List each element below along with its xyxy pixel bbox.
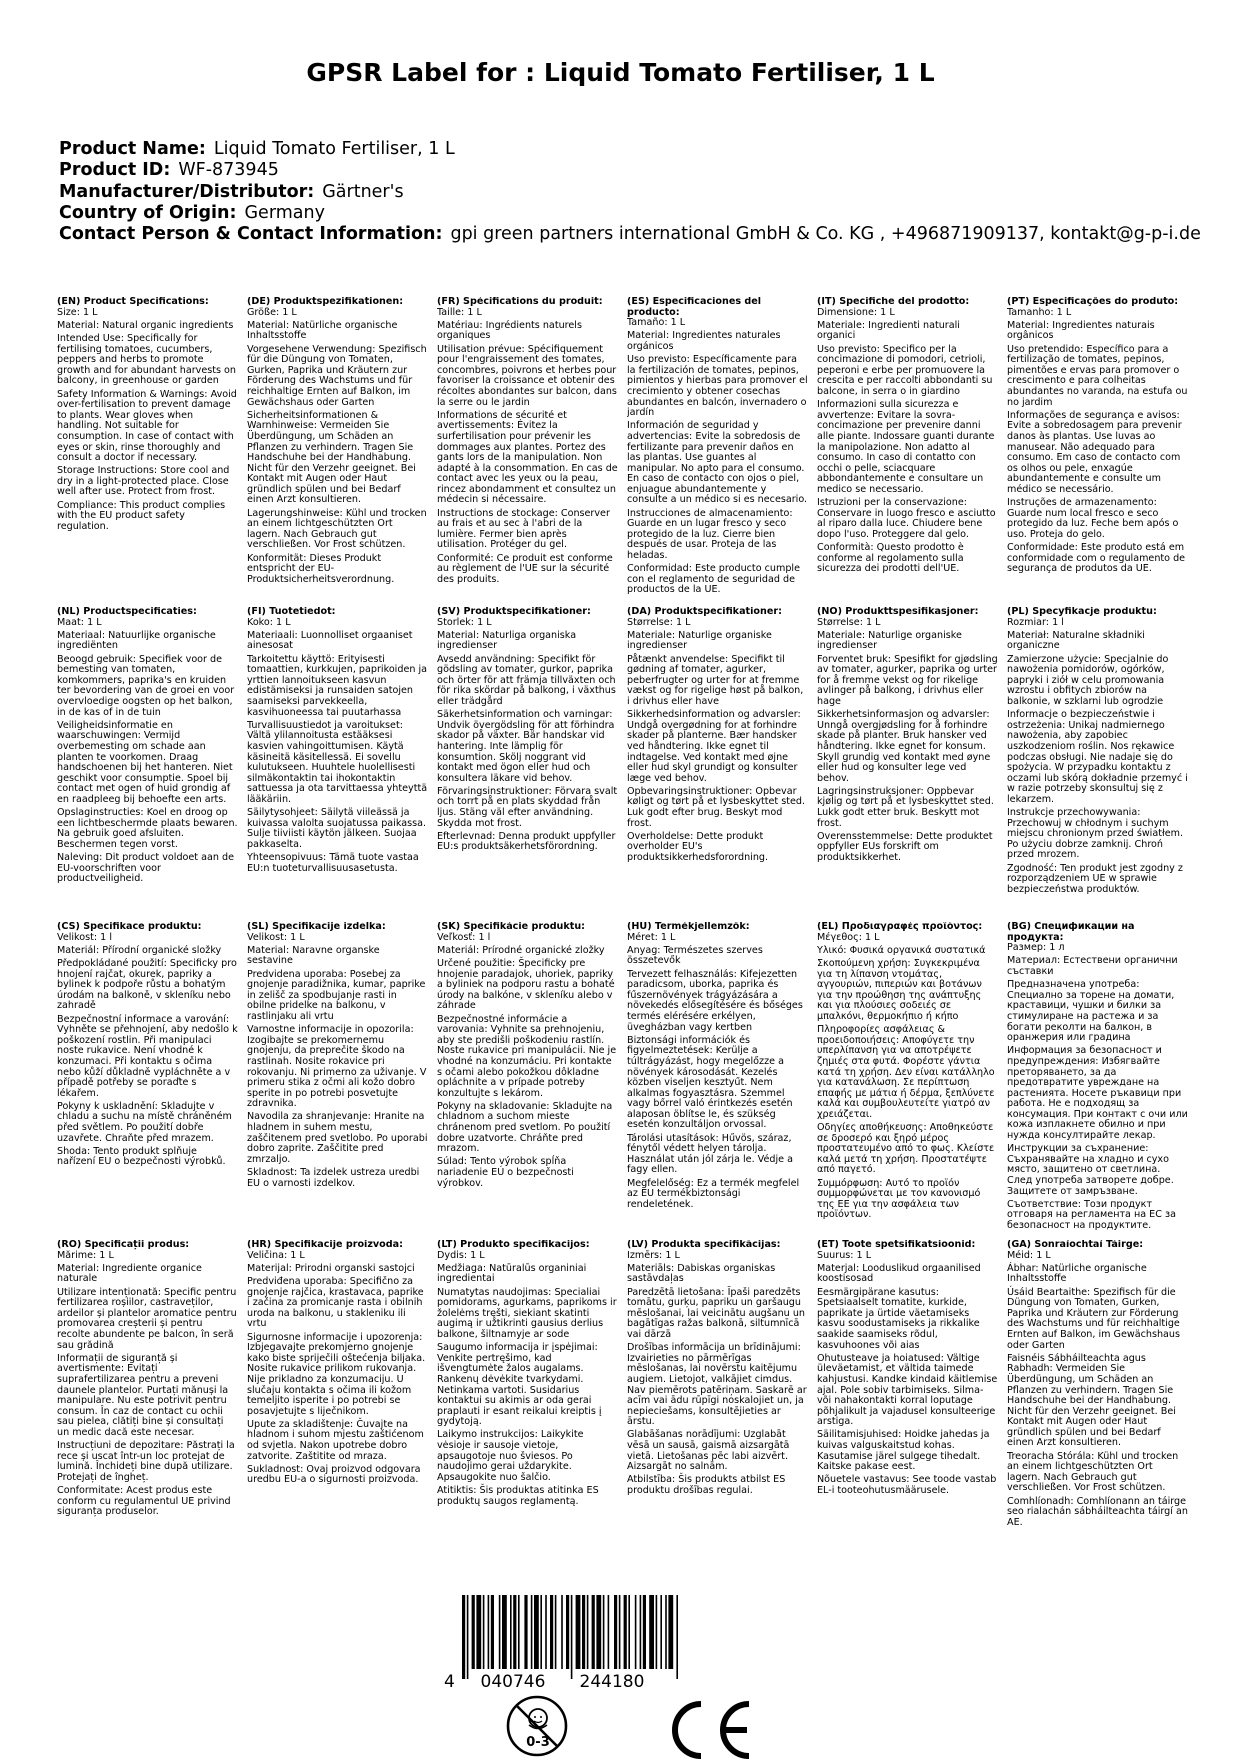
- spec-paragraph: Säilytysohjeet: Säilytä viileässä ja kuivassa valolta suojatussa paikassa. Sulje tiiviisti käytön jälkeen. Suojaa pakkaselta.: [247, 807, 427, 850]
- spec-paragraph: Sukladnost: Ovaj proizvod odgovara uredbu EU-a o sigurnosti proizvoda.: [247, 1463, 421, 1486]
- spec-paragraph: Anyag: Természetes szerves összetevők: [627, 944, 763, 967]
- spec-heading: (ES) Especificaciones del producto:: [627, 297, 762, 318]
- spec-paragraph: Size: 1 L: [57, 306, 98, 318]
- spec-section-pt: [1007, 297, 1197, 607]
- spec-paragraph: Určené použitie: Špecificky pre hnojenie paradajok, uhoriek, papriky a byliniek na podporu rastu a bohaté úrody na balkóne, v skleníku alebo v záhrade: [437, 957, 615, 1012]
- spec-paragraph: Drošības informācija un brīdinājumi: Izvairieties no pārmērīgas mēslošanas, lai novērstu kaitējumu augiem. Lietojot, valkājiet cimdus. Nav piemērots patēriņam. Saskarē ar acīm vai ādu rūpīgi noskalojiet un, ja nepieciešams, konsultējieties ar ārstu.: [627, 1342, 807, 1428]
- specification-grid: [57, 297, 1197, 1540]
- spec-paragraph: Treoracha Stórála: Kühl und trocken an einem lichtgeschützten Ort lagern. Nach Gebrauch gut verschließen. Vor Frost schützen.: [1007, 1450, 1179, 1494]
- spec-paragraph: Faisnéis Sábháilteachta agus Rabhadh: Vermeiden Sie Überdüngung, um Schäden an Pflanzen zu verhindern. Tragen Sie Handschuhe bei der Handhabung. Nicht für den Verzehr geeignet. Bei Kontakt mit Augen oder Haut gründlich spülen und bei Bedarf einen Arzt konsultieren.: [1007, 1352, 1176, 1449]
- spec-paragraph: Conformidade: Este produto está em conformidade com o regulamento de segurança de produtos da UE.: [1007, 542, 1186, 575]
- spec-paragraph: Súlad: Tento výrobok spĺňa nariadenie EÚ o bezpečnosti výrobkov.: [437, 1156, 574, 1189]
- spec-paragraph: Materiale: Naturlige organiske ingredienser: [627, 629, 772, 652]
- not-suitable-for-children-0-3-icon: [505, 1694, 569, 1758]
- spec-paragraph: Tamanho: 1 L: [1007, 306, 1072, 318]
- page-title: GPSR Label for : Liquid Tomato Fertiliser, 1 L: [306, 58, 935, 87]
- spec-paragraph: Yhteensopivuus: Tämä tuote vastaa EU:n tuoteturvallisuusasetusta.: [247, 852, 419, 874]
- spec-paragraph: Material: Natürliche organische Inhaltsstoffe: [247, 319, 398, 342]
- spec-paragraph: Lagringsinstruksjoner: Oppbevar kjølig og tørt på et lysbeskyttet sted. Lukk godt etter bruk. Beskytt mot frost.: [817, 785, 994, 829]
- spec-paragraph: Conformità: Questo prodotto è conforme al regolamento sulla sicurezza dei prodotti dell'UE.: [817, 542, 964, 575]
- spec-paragraph: Предназначена употреба: Специално за торене на домати, краставици, чушки и билки за стимулиране на растежа и за богати реколти на балкон, в оранжерия или градина: [1007, 979, 1175, 1044]
- spec-paragraph: Biztonsági információk és figyelmeztetések: Kerülje a túltrágyázást, hogy megelőzze a növények károsodását. Kezelés közben viseljen kesztyűt. Nem alkalmas fogyasztásra. Szemmel vagy bőrrel való érintkezés esetén alaposan öblítse le, és szükség esetén konzultáljon orvossal.: [627, 1034, 793, 1131]
- info-row: [59, 160, 1209, 181]
- barcode-left-digits: 040746: [480, 1672, 546, 1691]
- info-value: gpi green partners international GmbH & Co. KG , +496871909137, kontakt@g-p-i.de: [450, 224, 1201, 245]
- spec-section-nl: [57, 607, 247, 922]
- spec-paragraph: Instructions de stockage: Conserver au frais et au sec à l'abri de la lumière. Fermer bien après utilisation. Protéger du gel.: [437, 507, 610, 551]
- spec-paragraph: Utilizare intenționată: Specific pentru fertilizarea roșiilor, castraveților, ardeilor și plantelor aromatice pentru promovarea creșterii și pentru recolte abundente pe balcon, în seră sau grădină: [57, 1286, 237, 1351]
- spec-section-de: [247, 297, 437, 607]
- spec-paragraph: Naleving: Dit product voldoet aan de EU-voorschriften voor productveiligheid.: [57, 852, 234, 885]
- spec-paragraph: Atbilstība: Šis produkts atbilst ES produktu drošības regulai.: [627, 1474, 786, 1497]
- spec-paragraph: Veiligheidsinformatie en waarschuwingen: Vermijd overbemesting om schade aan planten te voorkomen. Draag handschoenen bij het hanteren. Niet geschikt voor consumptie. Spoel bij contact met ogen of huid grondig af en raadpleeg bij behoefte een arts.: [57, 719, 233, 805]
- spec-paragraph: Materiāls: Dabiskas organiskas sastāvdaļas: [627, 1262, 776, 1285]
- spec-paragraph: Intended Use: Specifically for fertilising tomatoes, cucumbers, peppers and herbs to promote growth and for abundant harvests on balcony, in greenhouse or garden: [57, 332, 237, 387]
- spec-section-fi: [247, 607, 437, 922]
- spec-paragraph: Uso previsto: Specifico per la concimazione di pomodori, cetrioli, peperoni e erbe per promuovere la crescita e per raccolti abbondanti su balcone, in serra o in giardino: [817, 343, 993, 397]
- spec-paragraph: Materjal: Looduslikud orgaanilised koostisosad: [817, 1262, 981, 1285]
- spec-paragraph: Eesmärgipärane kasutus: Spetsiaalselt tomatite, kurkide, paprikate ja ürtide väetamiseks kasvu soodustamiseks ja rikkalike saakide saamiseks rõdul, kasvuhoones või aias: [817, 1286, 980, 1351]
- spec-section-ro: [57, 1240, 247, 1540]
- info-row: [59, 139, 1209, 160]
- spec-paragraph: Medžiaga: Natūralūs organiniai ingredientai: [437, 1262, 587, 1285]
- spec-paragraph: Materiaal: Natuurlijke organische ingrediënten: [57, 629, 216, 652]
- spec-paragraph: Σκοπούμενη χρήση: Συγκεκριμένα για τη λίπανση ντομάτας, αγγουριών, πιπεριών και βοτάνων για την προώθηση της ανάπτυξης και για πλούσιες σοδειές σε μπαλκόνι, θερμοκήπιο ή κήπο: [817, 957, 982, 1022]
- spec-paragraph: Påtænkt anvendelse: Specifikt til gødning af tomater, agurker, peberfrugter og urter for at fremme vækst og for rigelige høst på balkon, i drivhus eller have: [627, 653, 804, 707]
- spec-paragraph: Navodila za shranjevanje: Hranite na hladnem in suhem mestu, zaščitenem pred svetlobo. Po uporabi dobro zaprite. Zaščitite pred zmrzaljo.: [247, 1111, 428, 1165]
- barcode-right-digits: 244180: [579, 1672, 645, 1691]
- spec-paragraph: Skladnost: Ta izdelek ustreza uredbi EU o varnosti izdelkov.: [247, 1167, 420, 1189]
- spec-paragraph: Πληροφορίες ασφάλειας & προειδοποιήσεις: Αποφύγετε την υπερλίπανση για να αποτρέψετε ζημιές στα φυτά. Φορέστε γάντια κατά τη χρήση. Δεν είναι κατάλληλο για κατανάλωση. Σε περίπτωση επαφής με μάτια ή δέρμα, ξεπλύνετε καλά και συμβουλευτείτε γιατρό αν χρειάζεται.: [817, 1024, 995, 1120]
- info-value: Gärtner's: [322, 181, 404, 202]
- spec-paragraph: Safety Information & Warnings: Avoid over-fertilisation to prevent damage to plants. Wear gloves when handling. Not suitable for consumption. In case of contact with eyes or skin, rinse thoroughly and consult a doctor if necessary.: [57, 388, 237, 464]
- spec-paragraph: Mărime: 1 L: [57, 1249, 114, 1261]
- spec-section-fr: [437, 297, 627, 607]
- spec-paragraph: Saugumo informacija ir įspėjimai: Venkite pertręšimo, kad išvengtumėte žalos augalams. Rankenų dėvėkite tvarkydami. Netinkama vartoti. Susidarius kontaktui su akimis ar oda gerai praplauti ir esant reikalui kreiptis į gydytoją.: [437, 1342, 602, 1428]
- spec-heading: (HR) Specifikacije proizvoda:: [247, 1240, 403, 1250]
- spec-paragraph: Storage Instructions: Store cool and dry in a light-protected place. Close well after use. Protect from frost.: [57, 465, 230, 498]
- spec-paragraph: Utilisation prévue: Spécifiquement pour l'engraissement des tomates, concombres, poivrons et herbes pour favoriser la croissance et obtenir des récoltes abondantes sur balcon, dans la serre ou le jardin: [437, 343, 617, 408]
- spec-paragraph: Zgodność: Ten produkt jest zgodny z rozporządzeniem UE w sprawie bezpieczeństwa produktów.: [1007, 862, 1183, 895]
- spec-heading: (EL) Προδιαγραφές προϊόντος:: [817, 922, 983, 932]
- spec-paragraph: Instrukcje przechowywania: Przechowuj w chłodnym i suchym miejscu chronionym przed światłem. Po użyciu dobrze zamknij. Chroń przed mrozem.: [1007, 807, 1183, 861]
- spec-paragraph: Οδηγίες αποθήκευσης: Αποθηκεύστε σε δροσερό και ξηρό μέρος προστατευμένο από το φως. Κλείστε καλά μετά τη χρήση. Προστατέψτε από παγετό.: [817, 1122, 995, 1176]
- spec-paragraph: Pokyny na skladovanie: Skladujte na chladnom a suchom mieste chránenom pred svetlom. Po použití dobre uzatvorte. Chráňte pred mrazom.: [437, 1100, 613, 1155]
- spec-paragraph: Förvaringsinstruktioner: Förvara svalt och torrt på en plats skyddad från ljus. Stäng väl efter användning. Skydda mot frost.: [437, 785, 618, 829]
- spec-paragraph: Predvidena uporaba: Posebej za gnojenje paradižnika, kumar, paprike in zelišč za spodbujanje rasti in obilne pridelke na balkonu, v rastlinjaku ali vrtu: [247, 968, 426, 1022]
- barcode-lead-digit: 4: [444, 1672, 455, 1691]
- spec-paragraph: Rozmiar: 1 l: [1007, 616, 1064, 628]
- info-row: [59, 203, 1209, 224]
- info-label: Product Name:: [59, 139, 206, 159]
- spec-paragraph: Materiál: Prírodné organické zložky: [437, 944, 605, 956]
- spec-paragraph: Инструкции за съхранение: Съхранявайте на хладно и сухо място, защитено от светлина. След употреба затворете добре. Защитете от замръзване.: [1007, 1143, 1174, 1197]
- spec-heading: (HU) Termékjellemzők:: [627, 922, 750, 932]
- spec-paragraph: Upute za skladištenje: Čuvajte na hladnom i suhom mjestu zaštićenom od svjetla. Nakon upotrebe dobro zatvorite. Zaštitite od mraza.: [247, 1418, 424, 1462]
- spec-paragraph: Sikkerhetsinformasjon og advarsler: Unngå overgjødsling for å forhindre skade på planter. Bruk hansker ved håndtering. Ikke egnet for konsum. Skyll grundig ved kontakt med øyne eller hud og konsulter lege ved behov.: [817, 709, 991, 784]
- spec-heading: (EN) Product Specifications:: [57, 297, 209, 307]
- spec-heading: (DE) Produktspezifikationen:: [247, 297, 404, 307]
- spec-paragraph: Informações de segurança e avisos: Evite a sobredosagem para prevenir danos às plantas. Use luvas ao manusear. Não adequado para consumo. Em caso de contacto com os olhos ou pele, enxagúe abundantemente e consulte um médico se necessário.: [1007, 409, 1182, 495]
- spec-section-en: [57, 297, 247, 607]
- spec-heading: (CS) Specifikace produktu:: [57, 922, 202, 932]
- spec-paragraph: Koko: 1 L: [247, 616, 291, 628]
- spec-paragraph: Overholdelse: Dette produkt overholder EU's produktsikkerhedsforordning.: [627, 830, 769, 864]
- spec-paragraph: Laikymo instrukcijos: Laikykite vėsioje ir sausoje vietoje, apsaugotoje nuo šviesos. Po naudojimo gerai uždarykite. Apsaugokite nuo šalčio.: [437, 1429, 584, 1483]
- spec-paragraph: Tarkoitettu käyttö: Erityisesti tomaattien, kurkkujen, paprikoiden ja yrttien lannoitukseen kasvun edistämiseksi ja runsaiden satojen saamiseksi parvekkeella, kasvihuoneessa tai puutarhassa: [247, 653, 428, 718]
- spec-paragraph: Forventet bruk: Spesifikt for gjødsling av tomater, agurker, paprika og urter for å fremme vekst og for rikelige avlinger på balkong, i drivhus eller hage: [817, 653, 998, 707]
- spec-paragraph: Bezpečnostní informace a varování: Vyhněte se přehnojení, aby nedošlo k poškození rostlin. Při manipulaci noste rukavice. Není vhodné k konzumaci. Při kontaktu s očima nebo kůží důkladně vypláchněte a v případě potřeby se poraďte s lékařem.: [57, 1013, 238, 1099]
- spec-paragraph: Материал: Естествени органични съставки: [1007, 955, 1178, 977]
- product-info: [59, 139, 1209, 245]
- spec-paragraph: Avsedd användning: Specifikt för gödsling av tomater, gurkor, paprika och örter för att främja tillväxten och för rika skördar på balkong, i växthus eller trädgård: [437, 653, 616, 707]
- spec-section-sl: [247, 922, 437, 1240]
- spec-paragraph: Materiál: Přírodní organické složky: [57, 944, 222, 956]
- spec-paragraph: Tamaño: 1 L: [627, 317, 686, 329]
- spec-paragraph: Turvallisuustiedot ja varoitukset: Vältä ylilannoitusta estääksesi kasvien vahingoittumisen. Käytä käsineitä käsitellessä. Ei sovellu kulutukseen. Huuhtele huolellisesti silmäkontaktin tai ihokontaktin sattuessa ja ota tarvittaessa yhteyttä lääkäriin.: [247, 719, 428, 805]
- spec-paragraph: Informazioni sulla sicurezza e avvertenze: Evitare la sovra-concimazione per prevenire danni alle piante. Indossare guanti durante la manipolazione. Non adatto al consumo. In caso di contatto con occhi o pelle, sciacquare abbondantemente e consultare un medico se necessario.: [817, 399, 995, 495]
- spec-paragraph: Conformité: Ce produit est conforme au règlement de l'UE sur la sécurité des produits.: [437, 552, 613, 585]
- spec-paragraph: Material: Ingredientes naturais orgânicos: [1007, 319, 1155, 342]
- spec-paragraph: Størrelse: 1 L: [627, 616, 691, 628]
- spec-section-bg: [1007, 922, 1197, 1240]
- spec-heading: (DA) Produktspecifikationer:: [627, 607, 782, 617]
- spec-section-pl: [1007, 607, 1197, 922]
- spec-paragraph: Ohutusteave ja hoiatused: Vältige üleväetamist, et vältida taimede kahjustusi. Kandke kindaid käitlemise ajal. Pole sobiv tarbimiseks. Silma- või nahakontakti korral loputage põhjalikult ja vajadusel konsulteerige arstiga.: [817, 1352, 998, 1428]
- spec-section-et: [817, 1240, 1007, 1540]
- spec-paragraph: Atitiktis: Šis produktas atitinka ES produktų saugos reglamentą.: [437, 1485, 599, 1507]
- spec-paragraph: Izmērs: 1 L: [627, 1249, 680, 1261]
- spec-paragraph: Размер: 1 л: [1007, 942, 1065, 954]
- spec-paragraph: Numatytas naudojimas: Specialiai pomidorams, agurkams, paprikoms ir žolelėms tręšti, siekiant skatinti augimą ir užtikrinti gausius derlius balkone, šiltnamyje ar sode: [437, 1286, 617, 1340]
- spec-paragraph: Instrucțiuni de depozitare: Păstrați la rece și uscat într-un loc protejat de lumină. Închideți bine după utilizare. Protejați de îngheț.: [57, 1440, 235, 1483]
- spec-section-sk: [437, 922, 627, 1240]
- spec-paragraph: Uso previsto: Específicamente para la fertilización de tomates, pepinos, pimientos y hierbas para promover el crecimiento y obtener cosechas abundantes en balcón, invernadero o jardín: [627, 354, 808, 419]
- spec-paragraph: Material: Naturliga organiska ingredienser: [437, 629, 577, 652]
- spec-paragraph: Konformität: Dieses Produkt entspricht der EU-Produktsicherheitsverordnung.: [247, 552, 395, 585]
- spec-paragraph: Materiale: Ingredienti naturali organici: [817, 319, 960, 342]
- spec-paragraph: Veličina: 1 L: [247, 1249, 305, 1261]
- barcode: [440, 1595, 725, 1691]
- spec-paragraph: Dydis: 1 L: [437, 1249, 485, 1261]
- spec-paragraph: Instrucciones de almacenamiento: Guarde en un lugar fresco y seco protegido de la luz. Cierre bien después de usar. Proteja de las heladas.: [627, 507, 793, 562]
- spec-paragraph: Méret: 1 L: [627, 931, 676, 943]
- spec-section-hr: [247, 1240, 437, 1540]
- info-label: Country of Origin:: [59, 202, 237, 223]
- spec-paragraph: Tárolási utasítások: Hűvös, száraz, fénytől védett helyen tárolja. Használat után jól zárja le. Védje a fagy ellen.: [627, 1132, 793, 1176]
- spec-paragraph: Zamierzone użycie: Specjalnie do nawożenia pomidorów, ogórków, papryki i ziół w celu promowania wzrostu i obfitych zbiorów na balkonie, w szklarni lub ogrodzie: [1007, 653, 1169, 707]
- spec-heading: (LV) Produkta specifikācijas:: [627, 1240, 781, 1250]
- spec-section-lt: [437, 1240, 627, 1540]
- spec-paragraph: Lagerungshinweise: Kühl und trocken an einem lichtgeschützten Ort lagern. Nach Gebrauch gut verschließen. Vor Frost schützen.: [247, 507, 427, 551]
- spec-paragraph: Storlek: 1 L: [437, 616, 492, 628]
- spec-paragraph: Größe: 1 L: [247, 306, 297, 318]
- spec-paragraph: Material: Naravne organske sestavine: [247, 944, 380, 967]
- spec-paragraph: Material: Natural organic ingredients: [57, 319, 234, 331]
- spec-paragraph: Megfelelőség: Ez a termék megfelel az EU termékbiztonsági rendeletének.: [627, 1177, 800, 1210]
- spec-paragraph: Información de seguridad y advertencias: Evite la sobredosis de fertilizante para prevenir daños en las plantas. Use guantes al manipular. No apto para el consumo. En caso de contacto con ojos o piel, enjuague abundantemente y consulte a un médico si es necesario.: [627, 420, 808, 506]
- spec-paragraph: Maat: 1 L: [57, 616, 102, 628]
- spec-paragraph: Veľkosť: 1 l: [437, 931, 491, 943]
- spec-heading: (RO) Specificații produs:: [57, 1240, 190, 1250]
- spec-paragraph: Suurus: 1 L: [817, 1249, 872, 1261]
- spec-paragraph: Sigurnosne informacije i upozorenja: Izbjegavajte prekomjerno gnojenje kako biste spriječili oštećenja biljaka. Nosite rukavice prilikom rukovanja. Nije prikladno za konzumaciju. U slučaju kontakta s očima ili kožom temeljito isperite i po potrebi se posavjetujte s liječnikom.: [247, 1331, 426, 1417]
- spec-paragraph: Matériau: Ingrédients naturels organiques: [437, 319, 582, 342]
- spec-heading: (FR) Spécifications du produit:: [437, 297, 603, 307]
- spec-paragraph: Předpokládané použití: Specificky pro hnojení rajčat, okurek, papriky a bylinek k podpoře růstu a bohatým úrodám na balkoně, v skleníku nebo zahradě: [57, 957, 237, 1012]
- spec-paragraph: Glabāšanas norādījumi: Uzglabāt vēsā un sausā, gaismā aizsargātā vietā. Lietošanas pēc labi aizvērt. Aizsargāt no salnām.: [627, 1429, 790, 1473]
- info-row: [59, 182, 1209, 203]
- spec-paragraph: Istruzioni per la conservazione: Conservare in luogo fresco e asciutto al riparo dalla luce. Chiudere bene dopo l'uso. Proteggere dal gelo.: [817, 497, 996, 540]
- spec-paragraph: Informations de sécurité et avertissements: Évitez la surfertilisation pour prévenir les dommages aux plantes. Portez des gants lors de la manipulation. Non adapté à la consommation. En cas de contact avec les yeux ou la peau, rincez abondamment et consultez un médecin si nécessaire.: [437, 409, 618, 506]
- spec-paragraph: Størrelse: 1 L: [817, 616, 881, 628]
- spec-paragraph: Vorgesehene Verwendung: Spezifisch für die Düngung von Tomaten, Gurken, Paprika und Kräutern zur Förderung des Wachstums und für reichhaltige Ernten auf Balkon, im Gewächshaus oder Garten: [247, 343, 427, 408]
- spec-paragraph: Comhlíonadh: Comhlíonann an táirge seo rialachán sábháilteachta táirgí an AE.: [1007, 1495, 1188, 1528]
- info-value: WF-873945: [178, 160, 279, 181]
- spec-paragraph: Bezpečnostné informácie a varovania: Vyhnite sa prehnojeniu, aby ste predišli poškodeniu rastlín. Noste rukavice pri manipulácii. Nie je vhodné na konzumáciu. Pri kontakte s očami alebo pokožkou dôkladne opláchnite a v prípade potreby konzultujte s lekárom.: [437, 1013, 617, 1099]
- spec-paragraph: Pokyny k uskladnění: Skladujte v chladu a suchu na místě chráněném před světlem. Po použití dobře uzavřete. Chraňte před mrazem.: [57, 1100, 232, 1144]
- spec-section-cs: [57, 922, 247, 1240]
- spec-paragraph: Conformidad: Este producto cumple con el reglamento de seguridad de productos de la UE.: [627, 563, 800, 596]
- spec-heading: (SK) Špecifikácie produktu:: [437, 922, 586, 932]
- info-label: Manufacturer/Distributor:: [59, 181, 315, 202]
- spec-heading: (GA) Sonraíochtaí Táirge:: [1007, 1240, 1144, 1250]
- spec-paragraph: Paredzētā lietošana: Īpaši paredzēts tomātu, gurķu, papriku un garšaugu mēslošanai, lai veicinātu augšanu un bagātīgas ražas balkonā, siltumnīcā vai dārzā: [627, 1286, 805, 1340]
- spec-heading: (NL) Productspecificaties:: [57, 607, 197, 617]
- spec-paragraph: Sikkerhedsinformation og advarsler: Undgå overgødning for at forhindre skader på planterne. Bær handsker ved håndtering. Ikke egnet til indtagelse. Ved kontakt med øjne eller hud skyl grundigt og konsulter læge ved behov.: [627, 709, 801, 784]
- spec-paragraph: Overensstemmelse: Dette produktet oppfyller EUs forskrift om produktsikkerhet.: [817, 830, 993, 864]
- spec-heading: (SL) Specifikacije izdelka:: [247, 922, 386, 932]
- spec-heading: (NO) Produkttspesifikasjoner:: [817, 607, 979, 617]
- spec-section-da: [627, 607, 817, 922]
- spec-paragraph: Varnostne informacije in opozorila: Izogibajte se prekomernemu gnojenju, da preprečite škodo na rastlinah. Nosite rokavice pri rokovanju. Ni primerno za uživanje. V primeru stika z očmi ali kožo dobro sperite in po potrebi posvetujte zdravnika.: [247, 1024, 427, 1110]
- spec-heading: (FI) Tuotetiedot:: [247, 607, 336, 617]
- spec-paragraph: Compliance: This product complies with the EU product safety regulation.: [57, 499, 226, 532]
- info-label: Product ID:: [59, 160, 171, 181]
- spec-section-no: [817, 607, 1007, 922]
- info-value: Germany: [244, 202, 325, 223]
- spec-paragraph: Informații de siguranță și avertismente: Evitați suprafertilizarea pentru a preveni daunele plantelor. Purtați mănuși la manipulare. Nu este potrivit pentru consum. În caz de contact cu ochii sau pielea, clătiți bine și consultați un medic dacă este necesar.: [57, 1352, 229, 1438]
- spec-section-el: [817, 922, 1007, 1240]
- spec-paragraph: Opslaginstructies: Koel en droog op een lichtbeschermde plaats bewaren. Na gebruik goed afsluiten. Beschermen tegen vorst.: [57, 807, 238, 850]
- spec-paragraph: Beoogd gebruik: Specifiek voor de bemesting van tomaten, komkommers, paprika's en kruiden ter bevordering van de groei en voor overvloedige oogsten op het balkon, in de kas of in de tuin: [57, 653, 235, 718]
- spec-heading: (PL) Specyfikacje produktu:: [1007, 607, 1157, 617]
- spec-paragraph: Opbevaringsinstruktioner: Opbevar køligt og tørt på et lysbeskyttet sted. Luk godt efter brug. Beskyt mod frost.: [627, 785, 806, 829]
- spec-paragraph: Säilitamisjuhised: Hoidke jahedas ja kuivas valguskaitstud kohas. Kasutamise järel sulgege tihedalt. Kaitske pakase eest.: [817, 1429, 990, 1473]
- spec-paragraph: Informacje o bezpieczeństwie i ostrzeżenia: Unikaj nadmiernego nawożenia, aby zapobiec uszkodzeniom roślin. Nos rękawice podczas obsługi. Nie nadaje się do spożycia. W przypadku kontaktu z oczami lub skórą dokładnie przemyć i w razie potrzeby skonsultuj się z lekarzem.: [1007, 709, 1188, 805]
- info-row: [59, 224, 1209, 245]
- spec-paragraph: Съответствие: Този продукт отговаря на регламента на ЕС за безопасност на продуктите.: [1007, 1198, 1176, 1231]
- barcode-bars: [462, 1595, 678, 1679]
- spec-heading: (BG) Спецификации на продукта:: [1007, 922, 1135, 943]
- spec-paragraph: Materijal: Prirodni organski sastojci: [247, 1262, 415, 1274]
- spec-section-it: [817, 297, 1007, 607]
- spec-paragraph: Materiale: Naturlige organiske ingredienser: [817, 629, 962, 652]
- spec-paragraph: Conformitate: Acest produs este conform cu regulamentul UE privind siguranța produselor.: [57, 1485, 231, 1518]
- info-label: Contact Person & Contact Information:: [59, 224, 443, 245]
- spec-paragraph: Nõuetele vastavus: See toode vastab EL-i tooteohutusmäärusele.: [817, 1474, 997, 1497]
- svg-text:0-3: 0-3: [526, 1735, 550, 1750]
- spec-paragraph: Συμμόρφωση: Αυτό το προϊόν συμμορφώνεται με τον κανονισμό της ΕΕ για την ασφάλεια των προϊόντων.: [817, 1177, 981, 1221]
- spec-heading: (LT) Produkto specifikacijos:: [437, 1240, 590, 1250]
- spec-section-ga: [1007, 1240, 1197, 1540]
- spec-paragraph: Materiaali: Luonnolliset orgaaniset ainesosat: [247, 629, 413, 652]
- ce-mark-icon: [663, 1698, 753, 1762]
- spec-heading: (SV) Produktspecifikationer:: [437, 607, 591, 617]
- spec-paragraph: Material: Ingrediente organice naturale: [57, 1262, 202, 1285]
- spec-heading: (IT) Specifiche del prodotto:: [817, 297, 970, 307]
- spec-paragraph: Velikost: 1 l: [57, 931, 112, 943]
- spec-paragraph: Ábhar: Natürliche organische Inhaltsstoffe: [1007, 1262, 1147, 1285]
- spec-paragraph: Efterlevnad: Denna produkt uppfyller EU:s produktsäkerhetsförordning.: [437, 830, 616, 853]
- spec-paragraph: Instruções de armazenamento: Guarde num local fresco e seco protegido da luz. Feche bem após o uso. Proteja do gelo.: [1007, 497, 1179, 540]
- spec-section-es: [627, 297, 817, 607]
- spec-paragraph: Dimensione: 1 L: [817, 306, 895, 318]
- spec-paragraph: Tervezett felhasználás: Kifejezetten paradicsom, uborka, paprika és fűszernövények trágyázására a növekedés elősegítésére és bőséges termés elérésére erkélyen, üvegházban vagy kertben: [627, 968, 803, 1033]
- spec-paragraph: Méid: 1 L: [1007, 1249, 1051, 1261]
- spec-heading: (PT) Especificações do produto:: [1007, 297, 1179, 307]
- spec-paragraph: Predviđena uporaba: Specifično za gnojenje rajčica, krastavaca, paprike i začina za promicanje rasta i obilnih uroda na balkonu, u stakleniku ili vrtu: [247, 1275, 424, 1330]
- spec-paragraph: Shoda: Tento produkt splňuje nařízení EU o bezpečnosti výrobků.: [57, 1145, 226, 1168]
- spec-heading: (ET) Toote spetsifikatsioonid:: [817, 1240, 976, 1250]
- spec-paragraph: Säkerhetsinformation och varningar: Undvik övergödsling för att förhindra skador på växter. Bär handskar vid hantering. Inte lämplig för konsumtion. Skölj noggrant vid kontakt med ögon eller hud och konsultera läkare vid behov.: [437, 709, 615, 784]
- spec-paragraph: Μέγεθος: 1 L: [817, 931, 880, 943]
- spec-paragraph: Taille: 1 L: [437, 306, 482, 318]
- spec-section-sv: [437, 607, 627, 922]
- spec-section-lv: [627, 1240, 817, 1540]
- spec-paragraph: Uso pretendido: Específico para a fertilização de tomates, pepinos, pimentões e ervas para promover o crescimento e para colheitas abundantes no varanda, na estufa ou no jardim: [1007, 343, 1188, 408]
- spec-section-hu: [627, 922, 817, 1240]
- spec-paragraph: Velikost: 1 L: [247, 931, 305, 943]
- spec-paragraph: Materiał: Naturalne składniki organiczne: [1007, 629, 1145, 652]
- spec-paragraph: Úsáid Beartaithe: Spezifisch für die Düngung von Tomaten, Gurken, Paprika und Kräutern zur Förderung des Wachstums und für reichhaltige Ernten auf Balkon, im Gewächshaus oder Garten: [1007, 1286, 1181, 1351]
- spec-paragraph: Υλικό: Φυσικά οργανικά συστατικά: [817, 944, 986, 956]
- info-value: Liquid Tomato Fertiliser, 1 L: [213, 139, 455, 159]
- spec-paragraph: Информация за безопасност и предупреждения: Избягвайте преторяването, за да предотвратите увреждане на растенията. Носете ръкавици при работа. Не е подходящ за консумация. При контакт с очи или кожа изплакнете обилно и при нужда консултирайте лекар.: [1007, 1045, 1188, 1142]
- spec-paragraph: Material: Ingredientes naturales orgánicos: [627, 330, 781, 352]
- spec-paragraph: Sicherheitsinformationen & Warnhinweise: Vermeiden Sie Überdüngung, um Schäden an Pflanzen zu verhindern. Tragen Sie Handschuhe bei der Handhabung. Nicht für den Verzehr geeignet. Bei Kontakt mit Augen oder Haut gründlich spülen und bei Bedarf einen Arzt konsultieren.: [247, 409, 416, 506]
